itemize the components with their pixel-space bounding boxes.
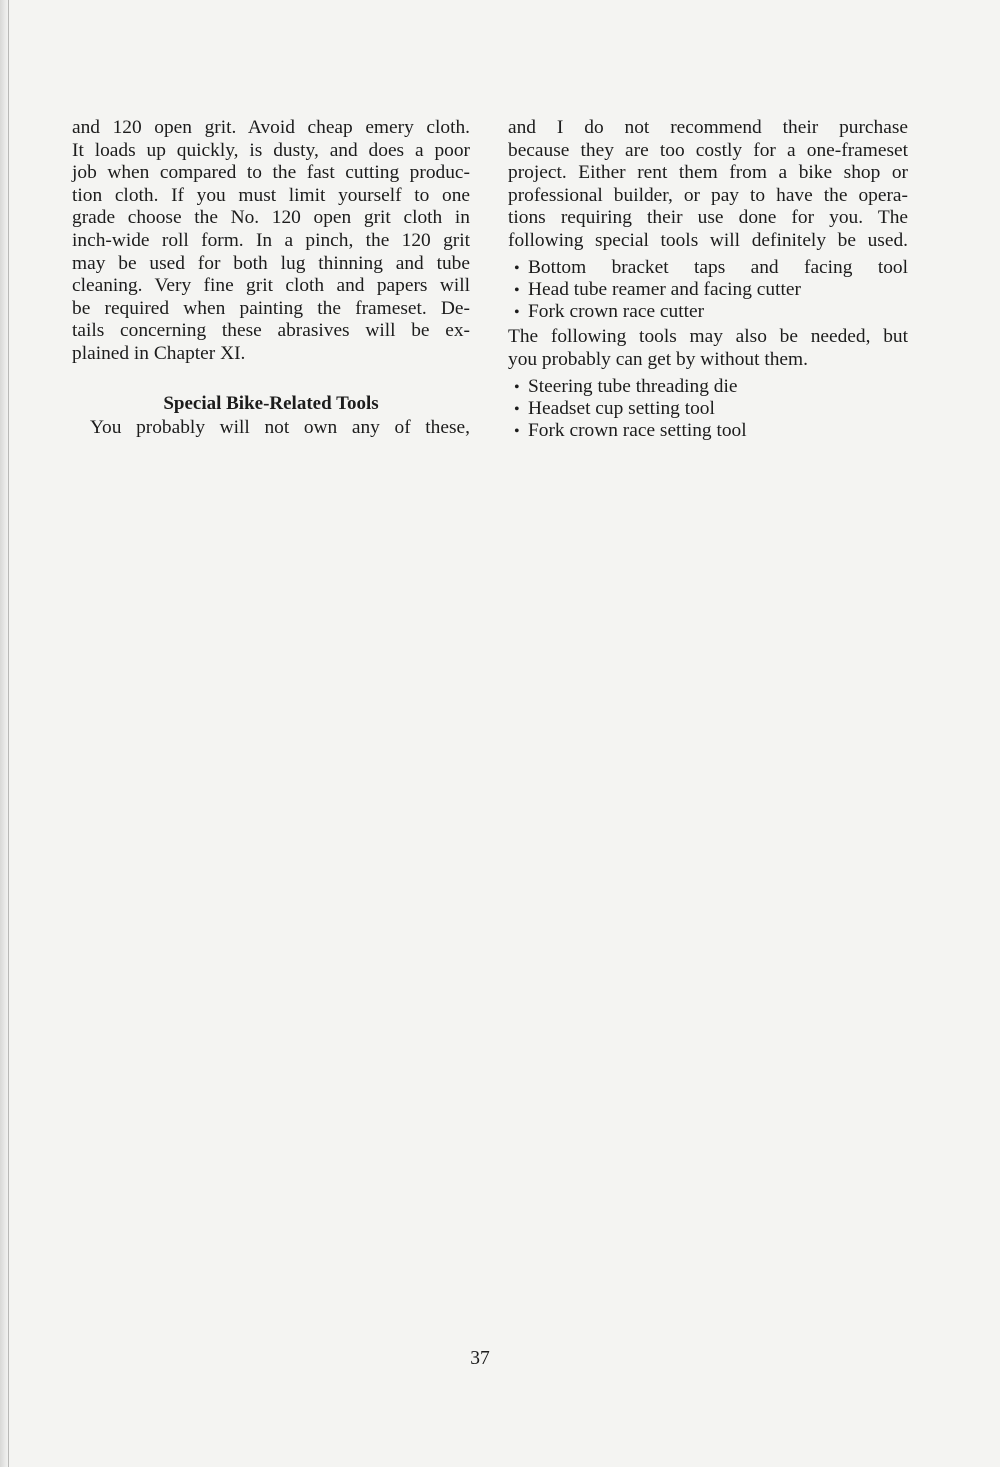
bullet-icon: •	[514, 281, 520, 299]
left-paragraph-line: It loads up quickly, is dusty, and does a poor	[72, 139, 470, 161]
tool-name: Head tube reamer and facing cutter	[528, 278, 801, 300]
left-paragraph-line: job when compared to the fast cutting produc-	[72, 162, 470, 184]
right-paragraph-line: professional builder, or pay to have the opera-	[508, 184, 908, 206]
list-item	[508, 279, 908, 301]
left-paragraph-line: plained in Chapter XI.	[72, 342, 246, 364]
right-paragraph-line: you probably can get by without them.	[508, 349, 808, 371]
left-paragraph-line: and 120 open grit. Avoid cheap emery cloth.	[72, 117, 470, 138]
page-binding-line	[8, 0, 9, 1467]
list-item	[508, 420, 908, 442]
right-paragraph-line: tions requiring their use done for you. The	[508, 207, 908, 229]
tool-name: Steering tube threading die	[528, 375, 738, 397]
left-paragraph-line: tion cloth. If you must limit yourself to one	[72, 184, 470, 206]
tool-name: Fork crown race setting tool	[528, 420, 747, 442]
left-paragraph-line: grade choose the No. 120 open grit cloth in	[72, 207, 470, 229]
bullet-icon: •	[514, 259, 520, 277]
right-paragraph-line: because they are too costly for a one-frameset	[508, 139, 908, 161]
left-column	[72, 117, 470, 440]
left-paragraph-line: inch-wide roll form. In a pinch, the 120 grit	[72, 229, 470, 251]
right-paragraph-line: and I do not recommend their purchase	[508, 117, 908, 138]
tool-name: Bottom bracket taps and facing tool	[528, 256, 908, 278]
left-paragraph-line: cleaning. Very fine grit cloth and papers will	[72, 275, 470, 297]
right-paragraph-line: The following tools may also be needed, but	[508, 326, 908, 348]
bullet-icon: •	[514, 400, 520, 418]
left-paragraph-line: may be used for both lug thinning and tube	[72, 252, 470, 274]
right-paragraph-line: project. Either rent them from a bike shop or	[508, 162, 908, 184]
right-paragraph-line: following special tools will definitely be used.	[508, 229, 908, 251]
bullet-icon: •	[514, 378, 520, 396]
left-paragraph-line: tails concerning these abrasives will be ex-	[72, 320, 470, 342]
bullet-icon: •	[514, 304, 520, 322]
section-intro-line: You probably will not own any of these,	[90, 417, 470, 439]
right-column	[508, 117, 908, 446]
list-item	[508, 257, 908, 279]
bullet-icon: •	[514, 423, 520, 441]
list-item	[508, 301, 908, 323]
list-item	[508, 376, 908, 398]
tool-name: Fork crown race cutter	[528, 301, 705, 323]
left-paragraph-line: be required when painting the frameset. De-	[72, 297, 470, 319]
optional-tools-list	[508, 376, 908, 443]
section-heading: Special Bike-Related Tools	[163, 392, 379, 414]
tool-name: Headset cup setting tool	[528, 397, 715, 419]
required-tools-list	[508, 257, 908, 324]
list-item	[508, 398, 908, 420]
page-number: 37	[470, 1348, 490, 1369]
